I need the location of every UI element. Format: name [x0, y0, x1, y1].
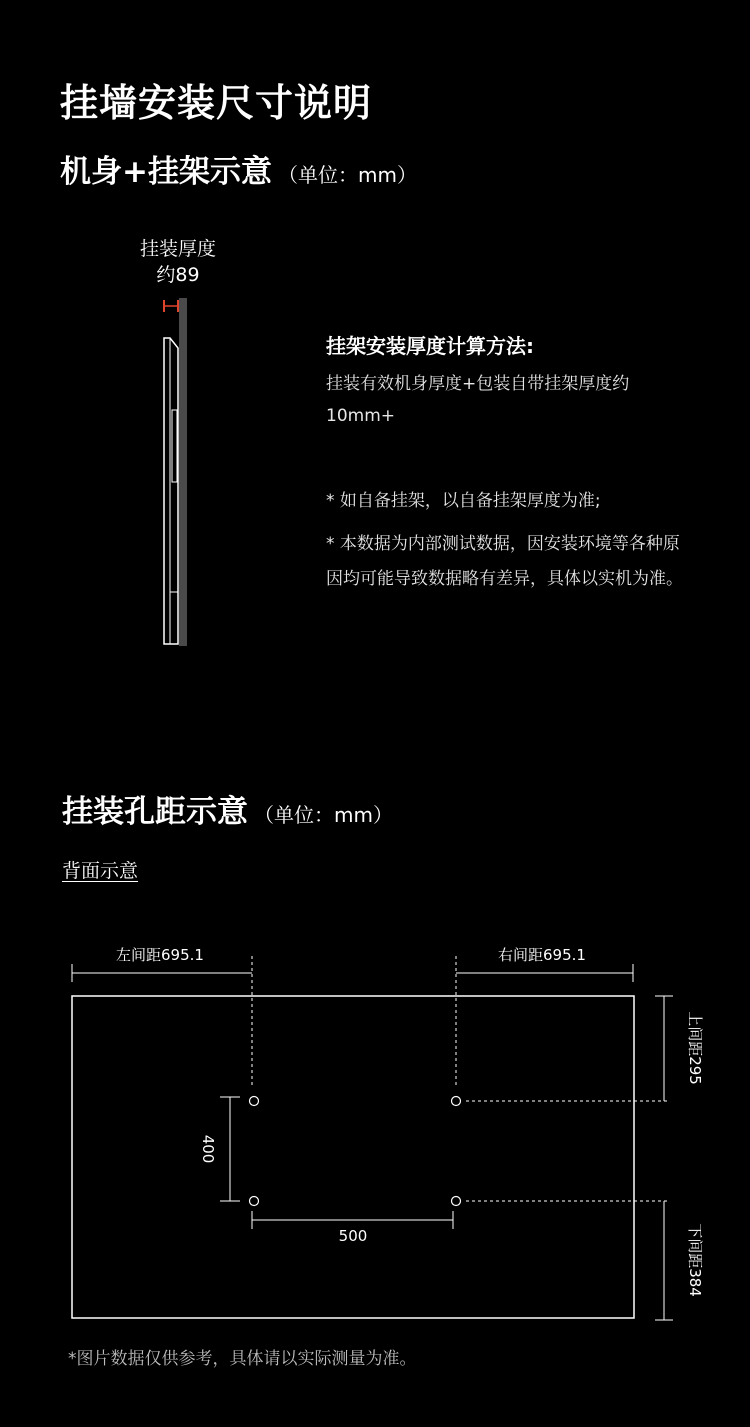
bottom-spacing-dimension: [655, 1201, 704, 1320]
horizontal-hole-label: 500: [338, 1227, 368, 1245]
right-spacing-label: 右间距695.1: [498, 946, 586, 964]
left-spacing-dimension: [72, 946, 252, 1085]
left-spacing-label: 左间距695.1: [116, 946, 204, 964]
top-spacing-label: 上间距295: [686, 1011, 704, 1085]
vertical-hole-label: 400: [199, 1134, 217, 1164]
horizontal-hole-dimension: [252, 1211, 453, 1245]
thickness-label-line2: 约89: [156, 264, 200, 286]
tv-back-outline: [72, 996, 634, 1318]
note-own-bracket: * 如自备挂架，以自备挂架厚度为准;: [326, 491, 601, 511]
back-view-label: 背面示意: [62, 860, 139, 882]
section-side-title: [60, 146, 417, 191]
mount-hole-bottom-left: [250, 1197, 259, 1206]
bracket-shape: [172, 410, 177, 482]
calc-method-text: 挂装有效机身厚度+包装自带挂架厚度约10mm+: [326, 374, 630, 426]
wall-shape: [179, 298, 187, 646]
mount-hole-top-left: [250, 1097, 259, 1106]
section-side-title-text: 机身+挂架示意: [60, 154, 272, 190]
bottom-spacing-label: 下间距384: [686, 1223, 704, 1297]
vertical-hole-dimension: [199, 1097, 240, 1201]
section-holes-title: [62, 786, 393, 831]
tv-body-outline: [164, 338, 178, 644]
thickness-label: [118, 236, 238, 288]
section-holes-unit: （单位：mm）: [254, 803, 393, 827]
mount-hole-top-right: [452, 1097, 461, 1106]
section-holes-title-text: 挂装孔距示意: [62, 794, 248, 830]
hole-spacing-diagram: [0, 930, 750, 1340]
side-profile-diagram: [150, 290, 200, 660]
thickness-marker: [164, 300, 178, 312]
note-data-disclaimer: * 本数据为内部测试数据，因安装环境等各种原因均可能导致数据略有差异，具体以实机为准。: [326, 534, 683, 589]
thickness-label-line1: 挂装厚度: [139, 238, 216, 260]
footer-disclaimer: *图片数据仅供参考，具体请以实际测量为准。: [68, 1349, 417, 1369]
page-title: 挂墙安装尺寸说明: [60, 81, 373, 125]
mount-hole-bottom-right: [452, 1197, 461, 1206]
section-side-unit: （单位：mm）: [277, 163, 417, 187]
right-spacing-dimension: [456, 946, 633, 1085]
calc-method-title: 挂架安装厚度计算方法:: [326, 334, 534, 358]
top-spacing-dimension: [655, 996, 704, 1101]
